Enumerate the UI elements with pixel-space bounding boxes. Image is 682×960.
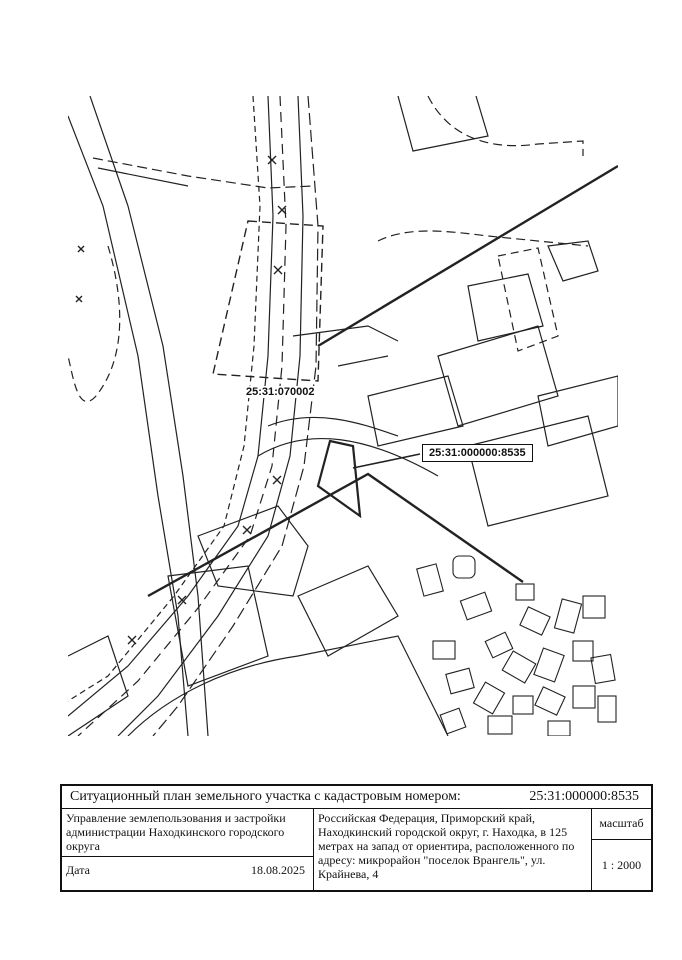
railway-line <box>118 96 303 736</box>
railway-line <box>68 96 260 701</box>
block-number-label: 25:31:070002 <box>246 386 315 398</box>
title-block <box>60 784 653 892</box>
date-label: Дата <box>66 863 90 877</box>
railway-line <box>68 96 273 716</box>
map-drawing <box>68 96 618 736</box>
organization-name: Управление землепользования и застройки администрации Находкинского городского округа <box>66 811 286 853</box>
parcel-number-label: 25:31:000000:8535 <box>422 444 533 462</box>
title-row <box>62 786 651 809</box>
organization-cell <box>62 808 314 892</box>
zone-boundary-line <box>318 166 618 346</box>
boundary-dashed-line <box>68 246 120 401</box>
plan-title: Ситуационный план земельного участка с кадастровым номером: <box>70 789 461 804</box>
address-cell: Российская Федерация, Приморский край, Находкинский городской округ, г. Находка, в 125 метрах на запад от ориентира, расположенного по адресу: микрорайон "поселок Врангель", ул. Крайнева, 4 <box>314 808 592 892</box>
date-value: 18.08.2025 <box>251 863 305 877</box>
scale-cell <box>592 808 651 892</box>
scale-value: 1 : 2000 <box>601 858 642 872</box>
building-cluster <box>417 556 616 736</box>
railway-line <box>153 96 318 736</box>
road-edge-line <box>90 96 208 736</box>
situation-map <box>68 96 618 736</box>
cadastral-number: 25:31:000000:8535 <box>529 789 639 804</box>
scale-label: масштаб <box>599 816 644 830</box>
land-parcel-polygon <box>318 441 360 516</box>
